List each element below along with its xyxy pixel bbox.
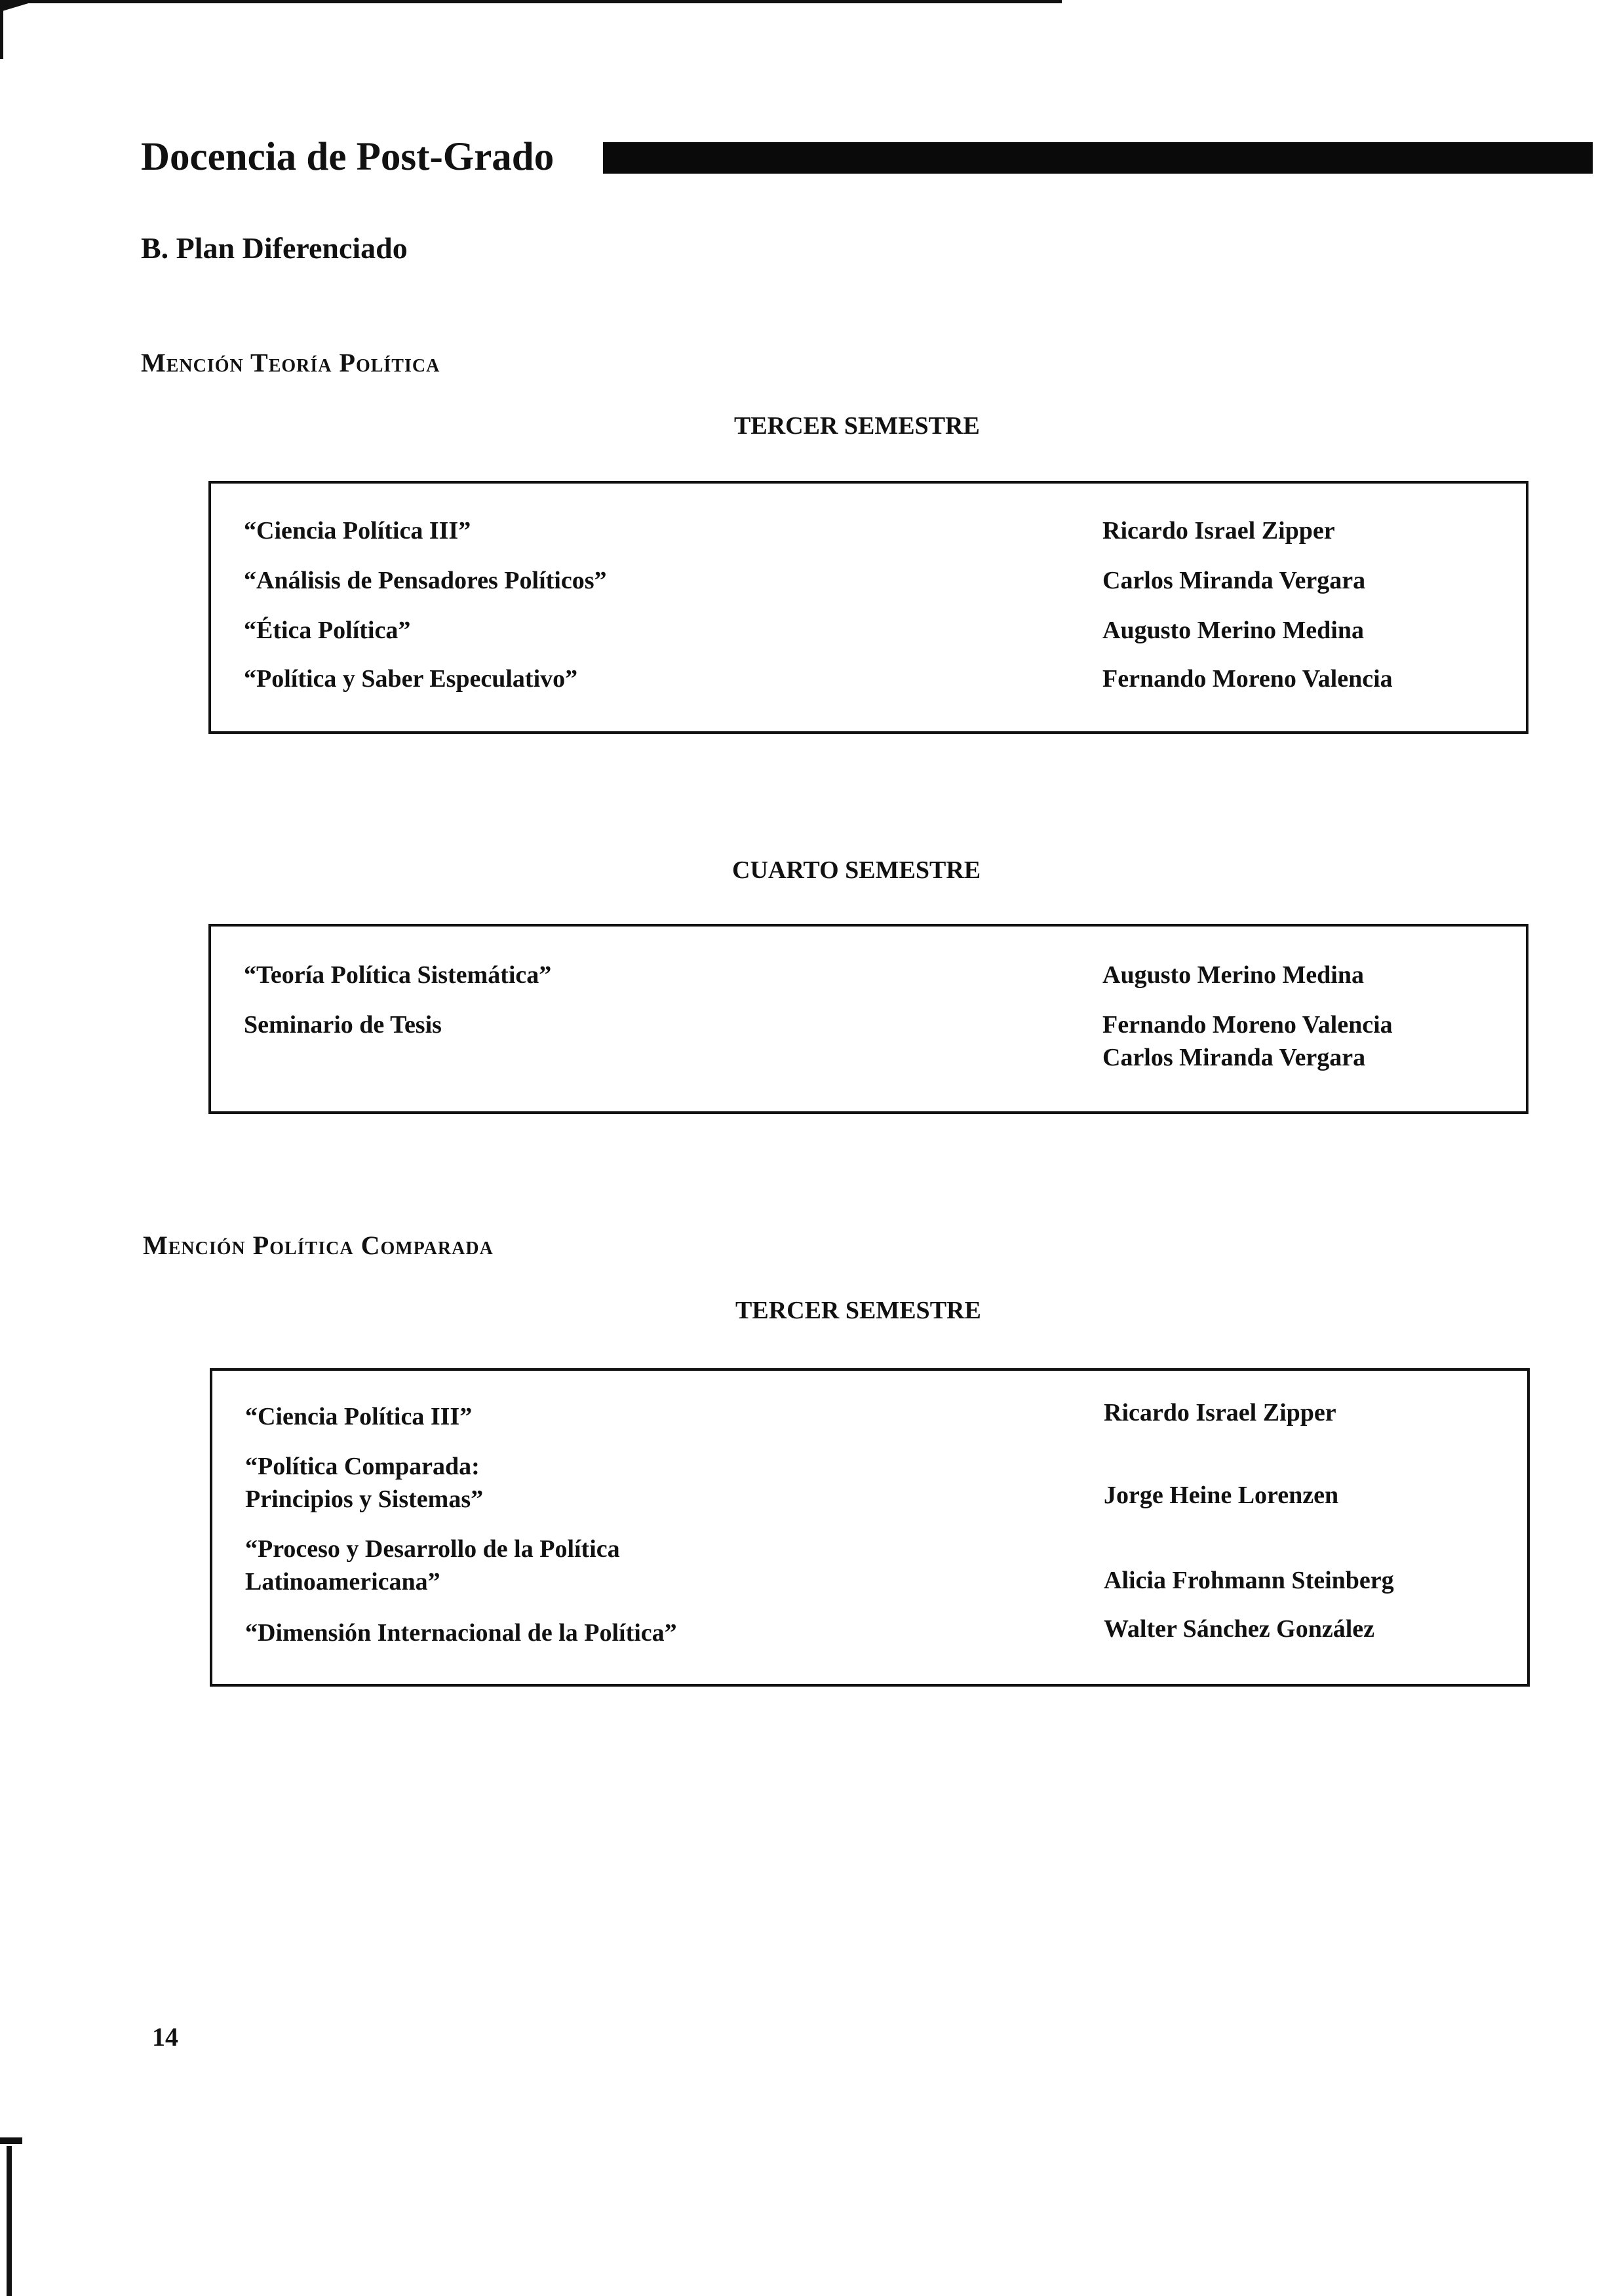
scan-edge-line bbox=[0, 0, 1062, 3]
course-name: “Análisis de Pensadores Políticos” bbox=[244, 567, 607, 594]
page-number: 14 bbox=[152, 2022, 178, 2052]
course-name: “Política Comparada: bbox=[245, 1453, 480, 1480]
professor-name: Ricardo Israel Zipper bbox=[1102, 517, 1335, 545]
course-name: “Política y Saber Especulativo” bbox=[244, 665, 578, 693]
professor-name: Augusto Merino Medina bbox=[1102, 961, 1364, 989]
course-name: “Teoría Política Sistemática” bbox=[244, 961, 552, 989]
professor-name: Ricardo Israel Zipper bbox=[1104, 1399, 1336, 1426]
course-name: “Ética Política” bbox=[244, 617, 411, 644]
header-rule-bar bbox=[603, 142, 1593, 174]
scan-edge-mark bbox=[7, 2146, 12, 2296]
course-name: “Ciencia Política III” bbox=[245, 1403, 473, 1430]
mencion-heading: Mención Teoría Política bbox=[141, 348, 440, 377]
mencion-heading: Mención Política Comparada bbox=[143, 1231, 494, 1260]
professor-name: Fernando Moreno Valencia bbox=[1102, 665, 1393, 693]
course-name: “Dimensión Internacional de la Política” bbox=[245, 1619, 677, 1647]
professor-name: Alicia Frohmann Steinberg bbox=[1104, 1567, 1394, 1594]
course-table bbox=[208, 481, 1528, 734]
professor-name: Carlos Miranda Vergara bbox=[1102, 567, 1366, 594]
course-name: Latinoamericana” bbox=[245, 1568, 440, 1596]
semester-heading: CUARTO SEMESTRE bbox=[732, 856, 981, 884]
professor-name: Jorge Heine Lorenzen bbox=[1104, 1482, 1339, 1509]
page-header bbox=[141, 134, 1593, 187]
course-name: Principios y Sistemas” bbox=[245, 1485, 484, 1513]
course-name: Seminario de Tesis bbox=[244, 1011, 442, 1039]
section-title: B. Plan Diferenciado bbox=[141, 231, 408, 265]
scan-corner-mark bbox=[0, 0, 39, 12]
course-name: “Ciencia Política III” bbox=[244, 517, 471, 545]
semester-heading: TERCER SEMESTRE bbox=[734, 412, 980, 440]
professor-name: Carlos Miranda Vergara bbox=[1102, 1044, 1366, 1071]
scan-edge-mark bbox=[0, 2137, 22, 2144]
semester-heading: TERCER SEMESTRE bbox=[735, 1297, 981, 1324]
professor-name: Walter Sánchez González bbox=[1104, 1615, 1375, 1643]
professor-name: Fernando Moreno Valencia bbox=[1102, 1011, 1393, 1039]
course-table bbox=[210, 1368, 1530, 1687]
professor-name: Augusto Merino Medina bbox=[1102, 617, 1364, 644]
page-title: Docencia de Post-Grado bbox=[141, 135, 555, 179]
course-table bbox=[208, 924, 1528, 1114]
course-name: “Proceso y Desarrollo de la Política bbox=[245, 1535, 620, 1563]
